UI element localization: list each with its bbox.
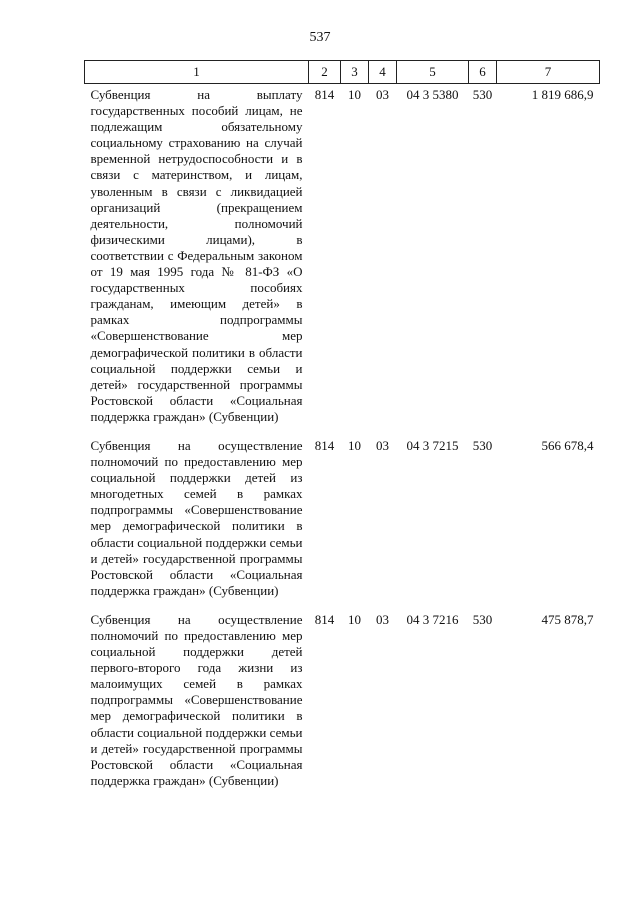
header-cell-ministry: 2 [309,61,341,84]
row-name: Субвенция на осуществление полномочий по предоставлению мер социальной поддержки детей из многодетных семей в рамках подпрограммы «Совершенствование мер демографической политики в области социальной поддержки семьи и детей» государственной программы Ростовской области «Социальная поддержка граждан» (Субвенции) [90,437,303,598]
row-expense-type: 530 [472,87,493,102]
row-section: 10 [348,611,361,627]
row-target-article: 04 3 7215 [406,437,459,453]
budget-table [84,60,600,799]
row-ministry: 814 [314,437,335,453]
row-target-article: 04 3 7216 [406,611,459,627]
row-ministry: 814 [314,611,335,627]
row-subsection: 03 [376,437,389,453]
row-name: Субвенция на осуществление полномочий по предоставлению мер социальной поддержки детей первого-второго года жизни из малоимущих семей в рамках подпрограммы «Совершенствование мер демографической политики в области социальной поддержки семьи и детей» государственной программы Ростовской области «Социальная поддержка граждан» (Субвенции) [90,611,303,788]
header-cell-expense-type: 6 [469,61,497,84]
row-subsection: 03 [376,87,389,102]
row-amount: 1 819 686,9 [531,87,594,102]
row-section: 10 [348,437,361,453]
header-cell-target-article: 5 [397,61,469,84]
header-cell-amount: 7 [497,61,600,84]
table-row [85,609,600,799]
header-cell-subsection: 4 [369,61,397,84]
table-row [85,84,600,435]
row-subsection: 03 [376,611,389,627]
row-amount: 566 678,4 [541,437,594,453]
row-ministry: 814 [314,87,335,102]
header-cell-name: 1 [85,61,309,84]
row-expense-type: 530 [472,437,493,453]
header-cell-section: 3 [341,61,369,84]
page-number: 537 [309,30,331,45]
row-target-article: 04 3 5380 [406,87,459,102]
row-name: Субвенция на выплату государственных пособий лицам, не подлежащим обязательному социальному страхованию на случай временной нетрудоспособности и в связи с материнством, и лицам, уволенным в связи с ликвидацией организаций (прекращением деятельности, полномочий физическими лицами), в соответствии с Федеральным законом от 19 мая 1995 года № 81-ФЗ «О государственных пособиях гражданам, имеющим детей» в рамках подпрограммы «Совершенствование мер демографической политики в области социальной поддержки семьи и детей» государственной программы Ростовской области «Социальная поддержка граждан» (Субвенции) [90,87,303,424]
row-section: 10 [348,87,361,102]
table-header-row [85,61,600,84]
row-expense-type: 530 [472,611,493,627]
row-amount: 475 878,7 [541,611,594,627]
table-row [85,435,600,609]
